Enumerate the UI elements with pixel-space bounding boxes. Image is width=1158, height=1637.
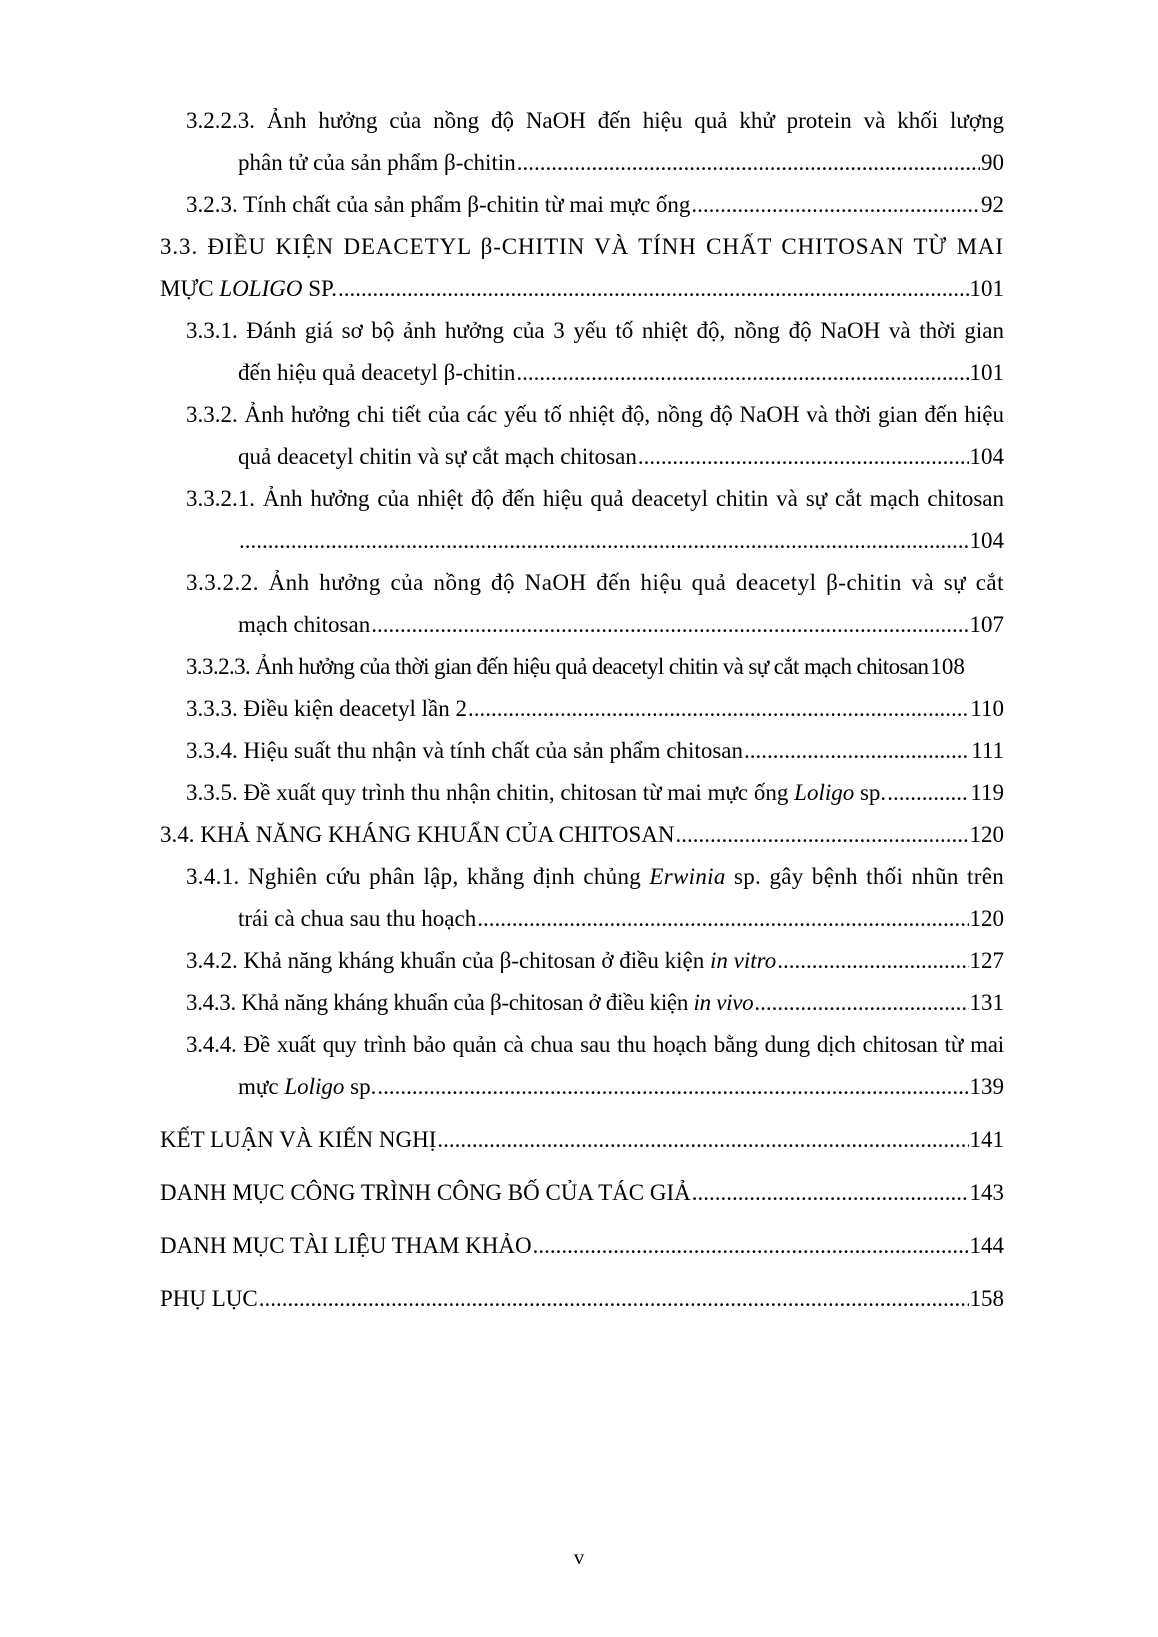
toc-text: 3.4. KHẢ NĂNG KHÁNG KHUẨN CỦA CHITOSAN <box>160 822 675 847</box>
toc-text-part: sp. <box>344 1074 377 1099</box>
toc-entry-3-4-4-line2 <box>238 1072 1004 1102</box>
toc-text: 3.4.4. Đề xuất quy trình bảo quản cà chua sau thu hoạch bằng dung dịch chitosan từ mai <box>186 1032 1004 1057</box>
toc-entry-3-3-2-line2 <box>238 442 1004 472</box>
toc-text <box>160 274 337 304</box>
toc-entry-3-4-3 <box>186 988 1004 1018</box>
toc-text-italic: Erwinia <box>649 864 726 889</box>
toc-page-number: 108 <box>930 654 965 679</box>
toc-entry-cong-trinh <box>160 1178 1004 1208</box>
toc-page-number: 141 <box>969 1127 1004 1152</box>
toc-entry-3-2-3 <box>186 190 1004 220</box>
toc-text-part: sp. gây bệnh thối nhũn trên <box>725 864 1004 889</box>
toc-entry-3-3-line2 <box>160 274 1004 304</box>
toc-entry-3-4-2 <box>186 946 1004 976</box>
toc-page-number: 158 <box>969 1286 1004 1311</box>
toc-text-italic: Loligo <box>284 1074 345 1099</box>
dot-leader <box>239 526 969 556</box>
toc-text: 3.3.2. Ảnh hưởng chi tiết của các yếu tố nhiệt độ, nồng độ NaOH và thời gian đến hiệu <box>186 402 1004 427</box>
toc-page-number: 107 <box>969 612 1004 637</box>
toc-text: 3.2.2.3. Ảnh hưởng của nồng độ NaOH đến hiệu quả khử protein và khối lượng <box>186 108 1004 133</box>
toc-text-part: mực <box>238 1074 285 1099</box>
toc-text: DANH MỤC TÀI LIỆU THAM KHẢO <box>160 1233 532 1258</box>
dot-leader <box>259 1284 969 1314</box>
toc-page-number: 104 <box>969 528 1004 553</box>
toc-text-italic: in vivo <box>693 990 754 1015</box>
toc-entry-3-3-2-2-line2 <box>238 610 1004 640</box>
toc-text: 3.3.2.3. Ảnh hưởng của thời gian đến hiệu quả deacetyl chitin và sự cắt mạch chitosan <box>186 654 929 679</box>
toc-text: 3.3. ĐIỀU KIỆN DEACETYL β-CHITIN VÀ TÍNH CHẤT CHITOSAN TỪ MAI <box>160 234 1004 259</box>
toc-entry-3-3-1-line2 <box>238 358 1004 388</box>
dot-leader <box>691 190 980 220</box>
toc-text: 3.3.4. Hiệu suất thu nhận và tính chất của sản phẩm chitosan <box>186 738 743 763</box>
toc-text: 3.2.3. Tính chất của sản phẩm β-chitin từ mai mực ống <box>186 192 691 217</box>
toc-text-part: 3.4.2. Khả năng kháng khuẩn của β-chitosan ở điều kiện <box>186 948 710 973</box>
dot-leader <box>692 1178 969 1208</box>
toc-text: 3.3.2.2. Ảnh hưởng của nồng độ NaOH đến hiệu quả deacetyl β-chitin và sự cắt <box>186 570 1004 595</box>
toc-entry-3-3-1-line1 <box>186 316 1004 346</box>
dot-leader <box>533 1231 969 1261</box>
toc-text: DANH MỤC CÔNG TRÌNH CÔNG BỐ CỦA TÁC GIẢ <box>160 1180 691 1205</box>
toc-text <box>186 862 1004 892</box>
toc-entry-3-4-4-line1 <box>186 1030 1004 1060</box>
dot-leader <box>377 1072 968 1102</box>
toc-text-part: sp. <box>854 780 887 805</box>
dot-leader <box>468 694 969 724</box>
toc-page-number: 139 <box>969 1074 1004 1099</box>
toc-text: quả deacetyl chitin và sự cắt mạch chitosan <box>238 444 637 469</box>
dot-leader <box>338 274 968 304</box>
toc-text: KẾT LUẬN VÀ KIẾN NGHỊ <box>160 1127 437 1152</box>
toc-text <box>186 988 753 1018</box>
toc-text: 3.3.3. Điều kiện deacetyl lần 2 <box>186 696 468 721</box>
toc-text <box>186 778 886 808</box>
toc-page-number: 101 <box>969 360 1004 385</box>
dot-leader <box>744 736 970 766</box>
toc-text: 3.3.1. Đánh giá sơ bộ ảnh hưởng của 3 yếu tố nhiệt độ, nồng độ NaOH và thời gian <box>186 318 1004 343</box>
toc-page-number: 120 <box>969 906 1004 931</box>
dot-leader <box>887 778 969 808</box>
toc-page-number: 111 <box>971 738 1004 763</box>
toc-entry-3-2-2-3-line2 <box>238 148 1004 178</box>
dot-leader <box>638 442 969 472</box>
toc-text: 3.3.2.1. Ảnh hưởng của nhiệt độ đến hiệu quả deacetyl chitin và sự cắt mạch chitosan <box>186 486 1004 511</box>
toc-page-number: 92 <box>981 192 1004 217</box>
dot-leader <box>676 820 969 850</box>
toc-text: mạch chitosan <box>238 612 371 637</box>
toc-text-part: MỰC <box>160 276 220 301</box>
toc-text: đến hiệu quả deacetyl β-chitin <box>238 360 516 385</box>
dot-leader <box>777 946 968 976</box>
toc-page-number: 110 <box>970 696 1004 721</box>
toc-text-part: 3.4.1. Nghiên cứu phân lập, khẳng định chủng <box>186 864 650 889</box>
toc-text-italic: LOLIGO <box>219 276 303 301</box>
dot-leader <box>516 358 968 388</box>
toc-page-number: 120 <box>969 822 1004 847</box>
toc-text-italic: in vitro <box>709 948 777 973</box>
toc-text-italic: Loligo <box>794 780 855 805</box>
dot-leader <box>754 988 968 1018</box>
toc-page-number: 143 <box>969 1180 1004 1205</box>
toc-page-number: 104 <box>969 444 1004 469</box>
page-footer-number: v <box>573 1545 585 1569</box>
toc-entry-phu-luc <box>160 1284 1004 1314</box>
toc-entry-3-4 <box>160 820 1004 850</box>
toc-text: trái cà chua sau thu hoạch <box>238 906 477 931</box>
dot-leader <box>437 1125 968 1155</box>
toc-text: PHỤ LỤC <box>160 1286 258 1311</box>
dot-leader <box>371 610 968 640</box>
toc-page-number: 144 <box>969 1233 1004 1258</box>
toc-text: phân tử của sản phẩm β-chitin <box>238 150 516 175</box>
toc-entry-3-3-5 <box>186 778 1004 808</box>
toc-entry-tai-lieu <box>160 1231 1004 1261</box>
toc-entry-3-3-2-1-line2 <box>238 526 1004 556</box>
toc-entry-ket-luan <box>160 1125 1004 1155</box>
toc-entry-3-2-2-3-line1 <box>186 106 1004 136</box>
toc-entry-3-4-1-line2 <box>238 904 1004 934</box>
toc-entry-3-3-3 <box>186 694 1004 724</box>
toc-page-number: 101 <box>969 276 1004 301</box>
toc-text-part: 3.3.5. Đề xuất quy trình thu nhận chitin, chitosan từ mai mực ống <box>186 780 795 805</box>
toc-entry-3-3-2-2-line1 <box>186 568 1004 598</box>
toc-text-part: 3.4.3. Khả năng kháng khuẩn của β-chitosan ở điều kiện <box>186 990 694 1015</box>
dot-leader <box>517 148 980 178</box>
toc-page-number: 90 <box>981 150 1004 175</box>
toc-entry-3-3-4 <box>186 736 1004 766</box>
toc-page-number: 131 <box>969 990 1004 1015</box>
toc-entry-3-4-1-line1 <box>186 862 1004 892</box>
toc-page-number: 119 <box>970 780 1004 805</box>
toc-entry-3-3-line1 <box>160 232 1004 262</box>
toc-page-number: 127 <box>969 948 1004 973</box>
toc-entry-3-3-2-1-line1 <box>186 484 1004 514</box>
toc-entry-3-3-2-line1 <box>186 400 1004 430</box>
toc-text-part: SP. <box>302 276 338 301</box>
toc-entry-3-3-2-3 <box>186 652 1004 682</box>
toc-text <box>186 946 776 976</box>
toc-text <box>238 1072 376 1102</box>
dot-leader <box>477 904 968 934</box>
